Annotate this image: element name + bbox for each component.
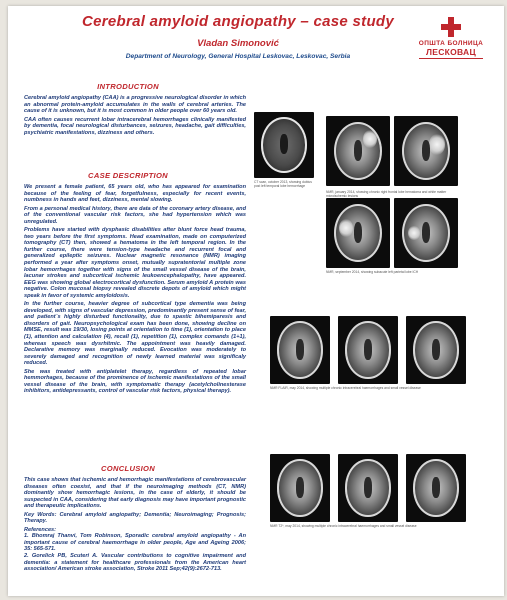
case-paragraph: We present a female patient, 65 years old, who has appeared for examination because of the feeling of fear, forgetfulness, especially for recent events, numbness in hands and feet, dizziness, mental slowing. (24, 184, 246, 204)
figure-caption: CT scan, october 2013, showing dubius post left temporal lobe hemorrhage (254, 180, 312, 188)
introduction-text (24, 95, 246, 138)
logo-underline (419, 58, 483, 59)
figure-caption: NMR, september 2014, showing subacute left parietal lobe ICH (326, 270, 419, 274)
case-description-heading: CASE DESCRIPTION (88, 171, 168, 180)
logo-line-2: ЛЕСКОВАЦ (425, 47, 477, 57)
logo-line-1: ОПШТА БОЛНИЦА (418, 40, 484, 47)
figure-caption: NMR, january 2014, showing chronic right frontal lobe hematoma and white matter microischemic lesions (326, 190, 447, 198)
nmr-scan-image (394, 116, 458, 186)
figure-caption: NMR FLAIR, may 2014, showing multiple chronic intracerebral haemorrhages and small vessel disease (270, 386, 421, 390)
conclusion-text (24, 477, 246, 575)
t2star-scan-image (406, 454, 466, 522)
conclusion-heading: CONCLUSION (100, 464, 156, 473)
t2star-scan-image (270, 454, 330, 522)
flair-scan-image (338, 316, 398, 384)
nmr-scan-image (326, 198, 390, 268)
department: Department of Neurology, General Hospital Leskovac, Leskovac, Serbia (125, 53, 351, 60)
nmr-scan-image (394, 198, 458, 268)
references-label: References: (24, 526, 57, 533)
conclusion-paragraph: This case shows that ischemic and hemorrhagic manifestations of cerebrovascular diseases often coexist, and that if the neuroimaging methods (CT, NMR) dominantly show hemorrhagic lesions, in the case of elderly, it should be suspected in CAA, considering that early diagnosis may have important prognostic and therapeutic implications. (24, 477, 246, 510)
poster (8, 6, 504, 596)
reference-item: 2. Gorelick PB, Scuteri A. Vascular contributions to cognitive impairment and dementia: a statement for healthcare professionals from the American heart association/ American stroke association, Stroke 2011 Sep;42(9):2672-713. (24, 553, 246, 573)
case-paragraph: In the further course, heavier degree of subcortical type dementia was being developed, with signs of vascular depression, predominantly present sense of fear, and patient´s highly disturbed functionality, due to spastic bihemiparesis and disorders of gait. Neuropsychological exam has been done, showing decline on MMSE, result was 19/30, losing points at orientation to time (1), orientation to place (1), attention and calculation (4), recall (1), repetition (1), complex comands (1+1), whereas speech was dysrhitmic. The appointment was heavily damaged. Declarative memory was marginally reduced. Evocation was moderately to severely damaged and recognition of newly learned material was significaly reduced. (24, 301, 246, 367)
case-description-text (24, 184, 246, 397)
case-paragraph: Problems have started with dysphasic disabilities after blunt force head trauma, two years before the first symptoms. Head examination, made on computerized tomography (CT) then, showed a hematoma in the left temporal region. In the further course, there were tension-type headache and recurrent focal and generalized epileptic seizures. Nuclear magnetic resonance (NMR) imaging performed a year after symptoms onset, mutually supratentorial multiple zone lobar hemorrhages together with signs of the small vessel disease of the brain, lacunar strokes and subcortical ischemic leukoencephalopathy, have appeared. EEG was showing global electrocortical dysfunction. Serum amyloid A protein was negative. Colon mucosal biopsy revealed discrete depots of amyloid which might speak in favor of systemic amyloidosis. (24, 227, 246, 299)
keywords: Key Words: Cerebral amyloid angiopathy; Dementia; Neuroimaging; Prognosis; Therapy. (24, 511, 246, 525)
t2star-scan-image (338, 454, 398, 522)
introduction-heading: INTRODUCTION (97, 82, 159, 91)
figure-caption: NMR T2*, may 2014, showing multiple chronic intracerebral haemorrhages and small vessel disease (270, 524, 417, 528)
reference-item: 1. Bhomraj Thanvi, Tom Robinson, Sporadic cerebral amyloid angiopathy - An important cause of cerebral haemorrhage in older people, Age and Ageing 2006; 35: 565-571. (24, 533, 246, 553)
poster-title: Cerebral amyloid angiopathy – case study (81, 13, 395, 30)
flair-scan-image (406, 316, 466, 384)
introduction-paragraph: CAA often causes recurrent lobar intracerebral hemorrhages clinically manifested by dementia, focal neurological disturbances, seizures, headache, gait difficulties, psychiatric manifestations, dizziness and others. (24, 116, 246, 136)
case-paragraph: From a personal medical history, there are data of the coronary artery disease, and of the conventional vascular risk factors, she had hypertension which was unregulated. (24, 205, 246, 225)
case-paragraph: She was treated with antiplatelet therapy, regardless of repeated lobar hemmorhages, because of the prominence of ischemic manifestations of the small vessel disease of the brain, with symptomatic therapy (acetylcholinesterase inhibitors, antidepressants, control of vascular risk factors, physical therapy). (24, 368, 246, 395)
ct-scan-image (254, 112, 314, 178)
introduction-paragraph: Cerebral amyloid angiopathy (CAA) is a progressive neurological disorder in which an abnormal protein-amyloid accumulates in the walls of cerebral arteries. The cause of it is unknown, but it is most common in older people over 60 years old. (24, 95, 246, 115)
author-name: Vladan Simonović (197, 38, 279, 49)
flair-scan-image (270, 316, 330, 384)
hospital-logo (416, 16, 486, 72)
red-cross-icon (440, 16, 462, 38)
nmr-scan-image (326, 116, 390, 186)
